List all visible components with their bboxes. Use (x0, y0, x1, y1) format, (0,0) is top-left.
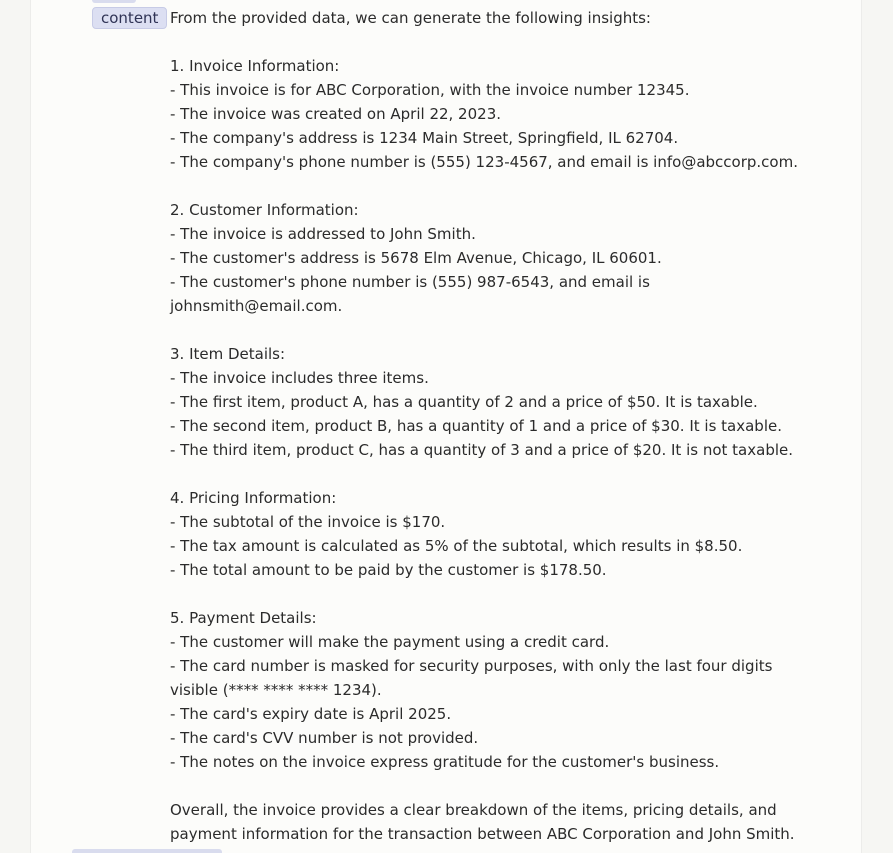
section-line: - The invoice is addressed to John Smith. (170, 225, 476, 243)
conclusion-line: payment information for the transaction between ABC Corporation and John Smith. (170, 825, 795, 843)
section-line: johnsmith@email.com. (170, 297, 343, 315)
spacer (170, 30, 850, 54)
section-line: - The subtotal of the invoice is $170. (170, 513, 446, 531)
message-body (170, 6, 850, 846)
section-line: - The customer's phone number is (555) 987-6543, and email is (170, 273, 650, 291)
conclusion-line: Overall, the invoice provides a clear breakdown of the items, pricing details, and (170, 801, 777, 819)
spacer (170, 462, 850, 486)
content-tag-label: content (101, 9, 159, 27)
section-line: - The notes on the invoice express gratitude for the customer's business. (170, 753, 720, 771)
intro-text: From the provided data, we can generate the following insights: (170, 9, 651, 27)
section-line: - The customer's address is 5678 Elm Avenue, Chicago, IL 60601. (170, 249, 662, 267)
section-line: - The first item, product A, has a quantity of 2 and a price of $50. It is taxable. (170, 393, 758, 411)
previous-tag-edge (92, 0, 136, 3)
spacer (170, 174, 850, 198)
section-line: - The second item, product B, has a quantity of 1 and a price of $30. It is taxable. (170, 417, 782, 435)
section-heading: 2. Customer Information: (170, 201, 359, 219)
section-item-details (170, 342, 850, 462)
section-line: - The card's expiry date is April 2025. (170, 705, 452, 723)
section-pricing-information (170, 486, 850, 582)
section-customer-information (170, 198, 850, 318)
section-line: - The total amount to be paid by the customer is $178.50. (170, 561, 607, 579)
section-line: - The card number is masked for security purposes, with only the last four digits (170, 657, 773, 675)
section-heading: 3. Item Details: (170, 345, 286, 363)
section-line: - The company's phone number is (555) 123-4567, and email is info@abccorp.com. (170, 153, 798, 171)
spacer (170, 318, 850, 342)
section-line: - The company's address is 1234 Main Street, Springfield, IL 62704. (170, 129, 679, 147)
next-tag-edge (72, 849, 222, 853)
section-invoice-information (170, 54, 850, 174)
content-tag (92, 7, 167, 29)
section-line: - The tax amount is calculated as 5% of the subtotal, which results in $8.50. (170, 537, 743, 555)
section-line: - The invoice includes three items. (170, 369, 429, 387)
section-heading: 1. Invoice Information: (170, 57, 340, 75)
section-line: - The third item, product C, has a quantity of 3 and a price of $20. It is not taxable. (170, 441, 793, 459)
section-payment-details (170, 606, 850, 774)
spacer (170, 582, 850, 606)
spacer (170, 774, 850, 798)
section-line: - This invoice is for ABC Corporation, with the invoice number 12345. (170, 81, 690, 99)
section-line: visible (**** **** **** 1234). (170, 681, 382, 699)
section-heading: 5. Payment Details: (170, 609, 317, 627)
section-line: - The card's CVV number is not provided. (170, 729, 479, 747)
conclusion (170, 798, 850, 846)
section-line: - The invoice was created on April 22, 2023. (170, 105, 502, 123)
section-line: - The customer will make the payment using a credit card. (170, 633, 610, 651)
section-heading: 4. Pricing Information: (170, 489, 337, 507)
